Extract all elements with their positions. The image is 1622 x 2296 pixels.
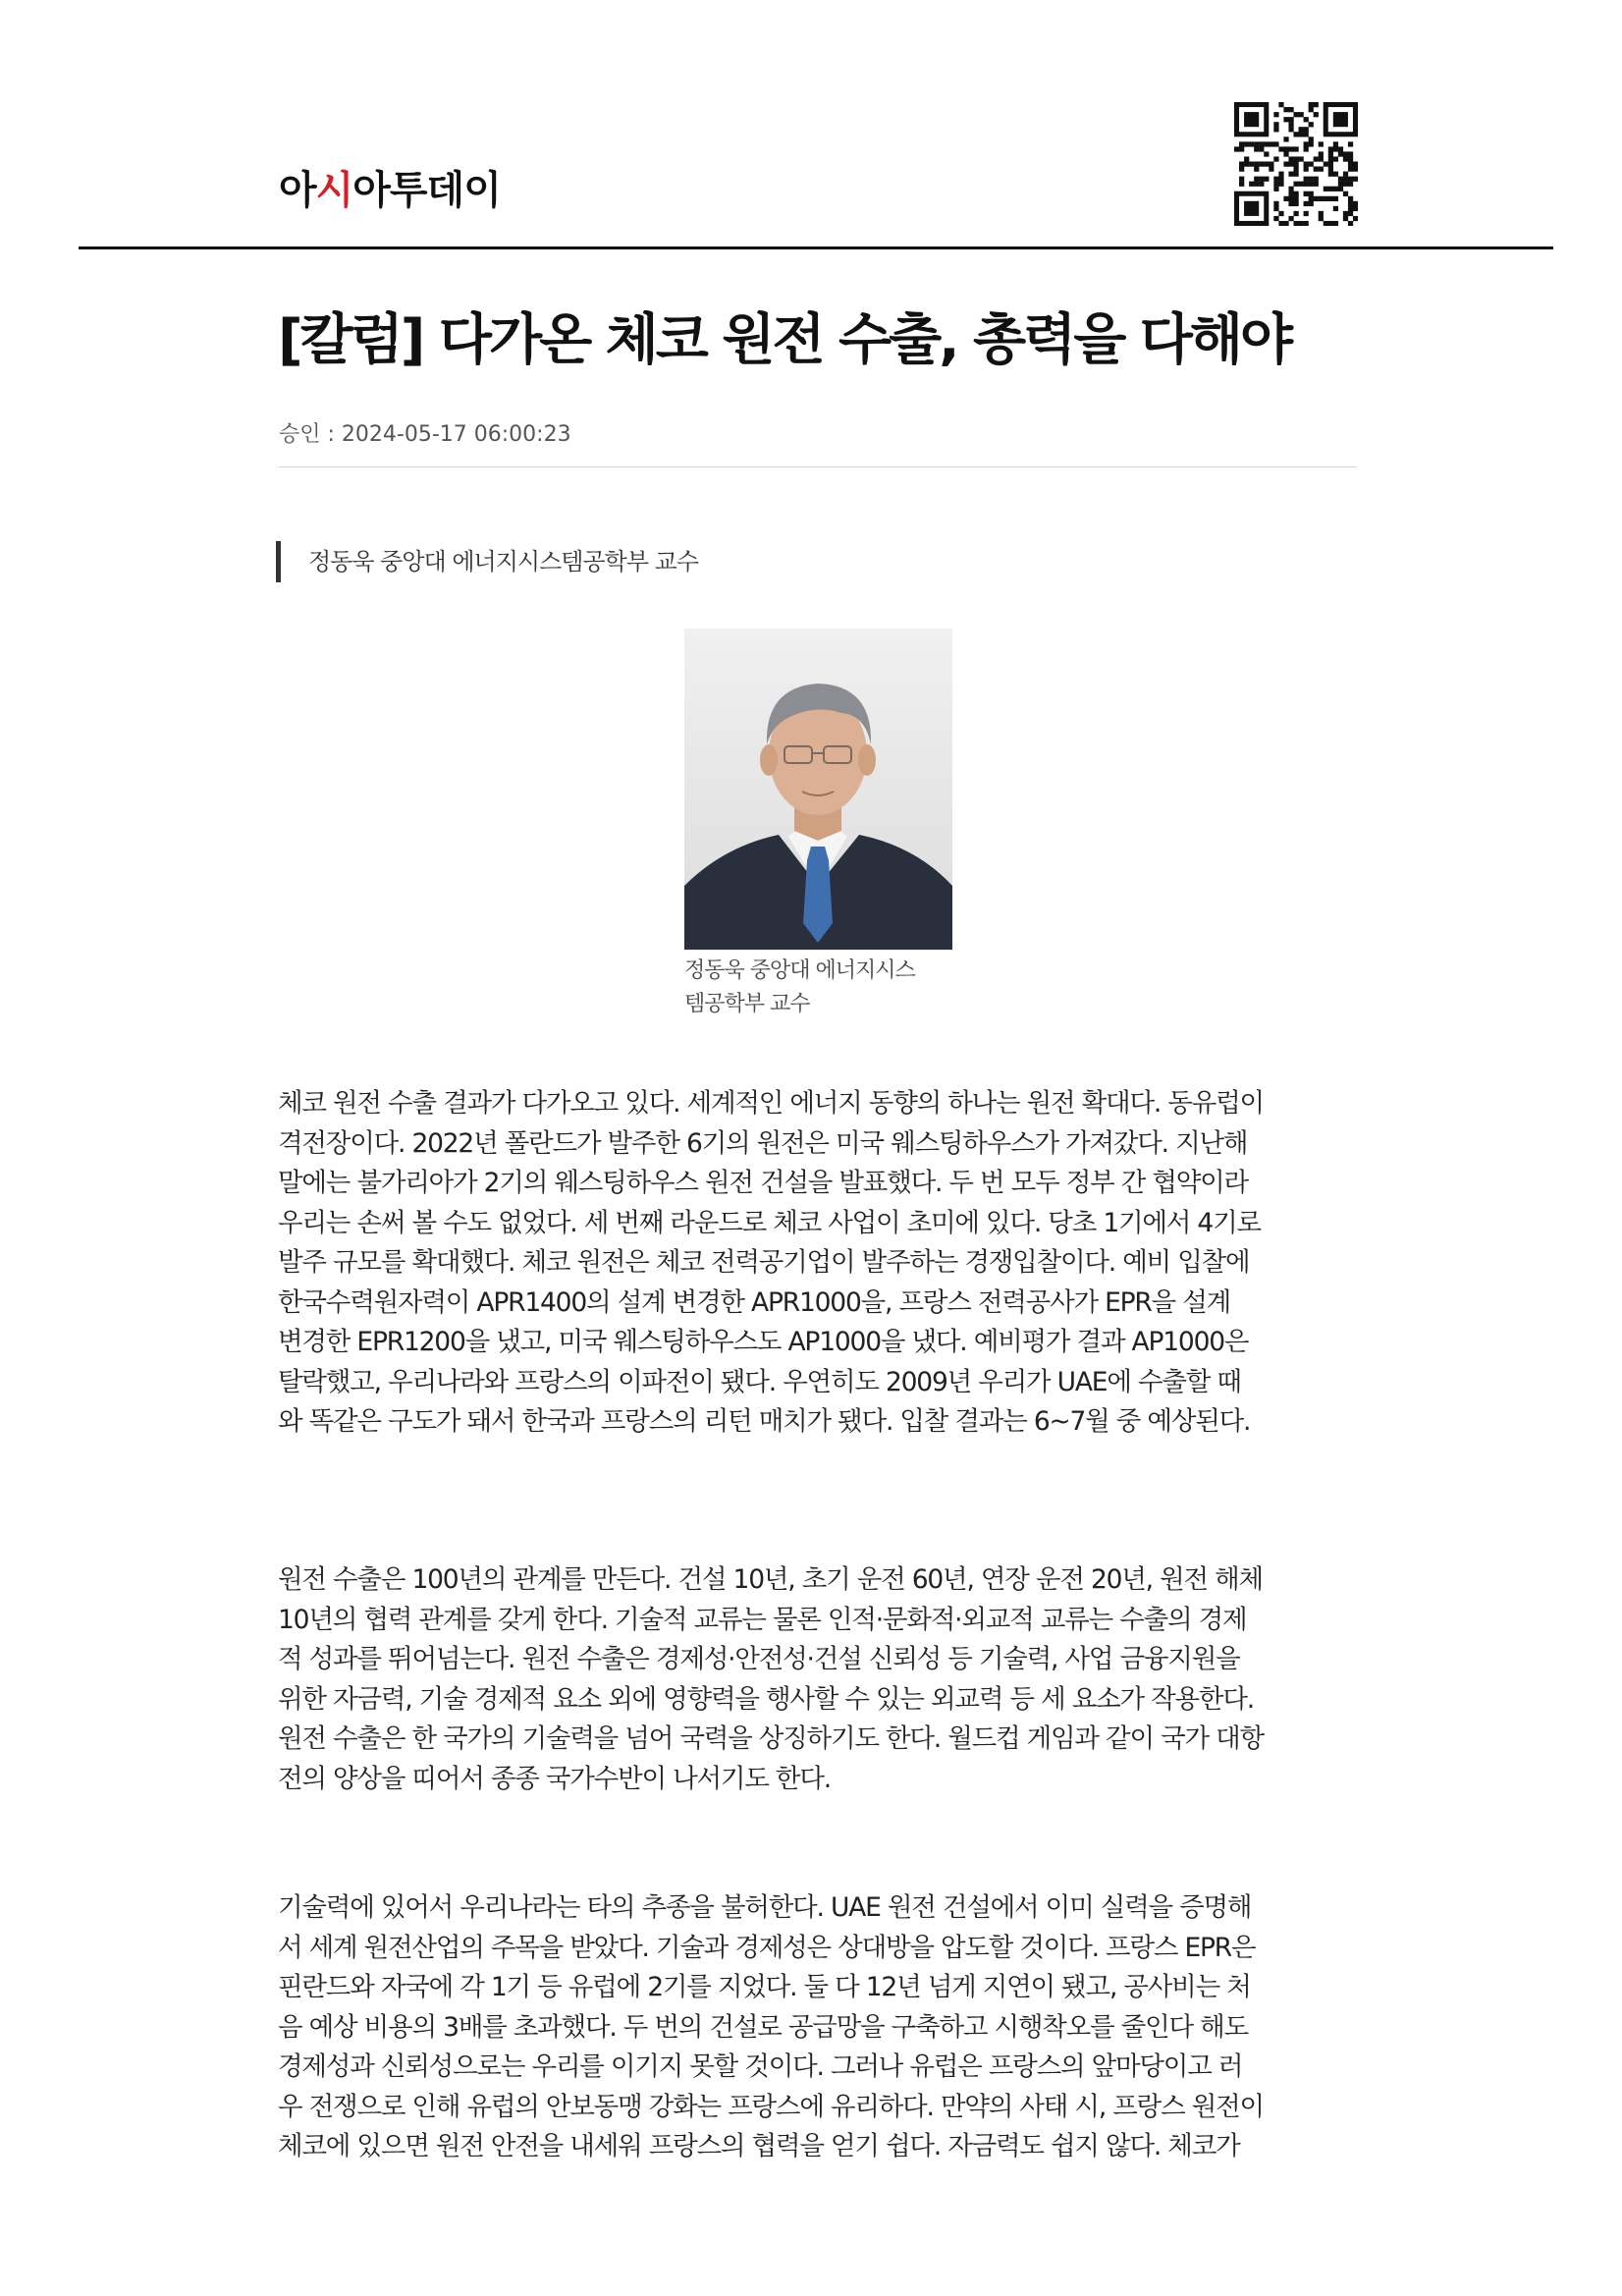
logo-text-part-2: 아투데이 [352, 168, 501, 213]
author-quote-bar [276, 541, 281, 582]
paragraph-line: 와 똑같은 구도가 돼서 한국과 프랑스의 리턴 매치가 됐다. 입찰 결과는 6~7월 중 예상된다. [278, 1406, 1251, 1437]
author-portrait-graphic [684, 629, 952, 950]
qr-code-graphic [1234, 102, 1358, 226]
approval-label: 승인 : [279, 422, 342, 447]
paragraph-line: 적 성과를 뛰어넘는다. 원전 수출은 경제성·안전성·건설 신뢰성 등 기술력, 사업 금융지원을 [278, 1644, 1240, 1674]
qr-code-icon[interactable] [1234, 102, 1358, 226]
photo-caption-line: 정동욱 중앙대 에너지시스 [684, 958, 915, 983]
paragraph-line: 핀란드와 자국에 각 1기 등 유럽에 2기를 지었다. 둘 다 12년 넘게 지연이 됐고, 공사비는 처 [278, 1972, 1251, 2002]
paragraph-line: 변경한 EPR1200을 냈고, 미국 웨스팅하우스도 AP1000을 냈다. 예비평가 결과 AP1000은 [278, 1327, 1249, 1357]
paragraph-line: 위한 자금력, 기술 경제적 요소 외에 영향력을 행사할 수 있는 외교력 등 세 요소가 작용한다. [278, 1683, 1254, 1715]
paragraph-line: 원전 수출은 한 국가의 기술력을 넘어 국력을 상징하기도 한다. 월드컵 게임과 같이 국가 대항 [278, 1723, 1264, 1754]
approval-datetime: 2024-05-17 06:00:23 [341, 422, 571, 447]
paragraph-line: 탈락했고, 우리나라와 프랑스의 이파전이 됐다. 우연히도 2009년 우리가 UAE에 수출할 때 [278, 1366, 1241, 1397]
logo-text-part-1: 아 [279, 168, 316, 213]
site-logo[interactable] [279, 167, 501, 214]
paragraph-line: 체코에 있으면 원전 안전을 내세워 프랑스의 협력을 얻기 쉽다. 자금력도 쉽지 않다. 체코가 [278, 2131, 1240, 2161]
paragraph-line: 말에는 불가리아가 2기의 웨스팅하우스 원전 건설을 발표했다. 두 번 모두 정부 간 협약이라 [278, 1168, 1248, 1198]
paragraph-line: 기술력에 있어서 우리나라는 타의 추종을 불허한다. UAE 원전 건설에서 이미 실력을 증명해 [278, 1892, 1252, 1923]
paragraph-line: 원전 수출은 100년의 관계를 만든다. 건설 10년, 초기 운전 60년, 연장 운전 20년, 원전 해체 [278, 1564, 1263, 1595]
article-paragraph-1 [278, 1084, 1358, 1443]
article-headline: [칼럼] 다가온 체코 원전 수출, 총력을 다해야 [278, 308, 1291, 372]
header-divider [79, 246, 1553, 249]
article-paragraph-2 [278, 1560, 1358, 1799]
paragraph-line: 경제성과 신뢰성으로는 우리를 이기지 못할 것이다. 그러나 유럽은 프랑스의 앞마당이고 러 [278, 2051, 1243, 2082]
article-paragraph-3 [278, 1888, 1358, 2167]
paragraph-line: 체코 원전 수출 결과가 다가오고 있다. 세계적인 에너지 동향의 하나는 원전 확대다. 동유럽이 [278, 1088, 1264, 1119]
paragraph-line: 한국수력원자력이 APR1400의 설계 변경한 APR1000을, 프랑스 전력공사가 EPR을 설계 [278, 1286, 1231, 1318]
paragraph-line: 음 예상 비용의 3배를 초과했다. 두 번의 건설로 공급망을 구축하고 시행착오를 줄인다 해도 [278, 2011, 1248, 2043]
article-author: 정동욱 중앙대 에너지시스템공학부 교수 [308, 548, 699, 575]
author-portrait [684, 629, 952, 950]
paragraph-line: 10년의 협력 관계를 갖게 한다. 기술적 교류는 물론 인적·문화적·외교적 교류는 수출의 경제 [278, 1604, 1247, 1635]
paragraph-line: 발주 규모를 확대했다. 체코 원전은 체코 전력공기업이 발주하는 경쟁입찰이다. 예비 입찰에 [278, 1247, 1250, 1278]
approval-datetime-line [279, 420, 571, 450]
paragraph-line: 격전장이다. 2022년 폴란드가 발주한 6기의 원전은 미국 웨스팅하우스가 가져갔다. 지난해 [278, 1127, 1248, 1159]
logo-text-accent: 시 [315, 168, 353, 213]
paragraph-line: 우 전쟁으로 인해 유럽의 안보동맹 강화는 프랑스에 유리하다. 만약의 사태 시, 프랑스 원전이 [278, 2091, 1264, 2122]
date-divider [279, 466, 1357, 467]
photo-caption [684, 955, 979, 1021]
photo-caption-line: 템공학부 교수 [684, 992, 810, 1016]
paragraph-line: 우리는 손써 볼 수도 없었다. 세 번째 라운드로 체코 사업이 초미에 있다. 당초 1기에서 4기로 [278, 1207, 1261, 1238]
paragraph-line: 서 세계 원전산업의 주목을 받았다. 기술과 경제성은 상대방을 압도할 것이다. 프랑스 EPR은 [278, 1932, 1256, 1963]
paragraph-line: 전의 양상을 띠어서 종종 국가수반이 나서기도 한다. [278, 1763, 831, 1794]
